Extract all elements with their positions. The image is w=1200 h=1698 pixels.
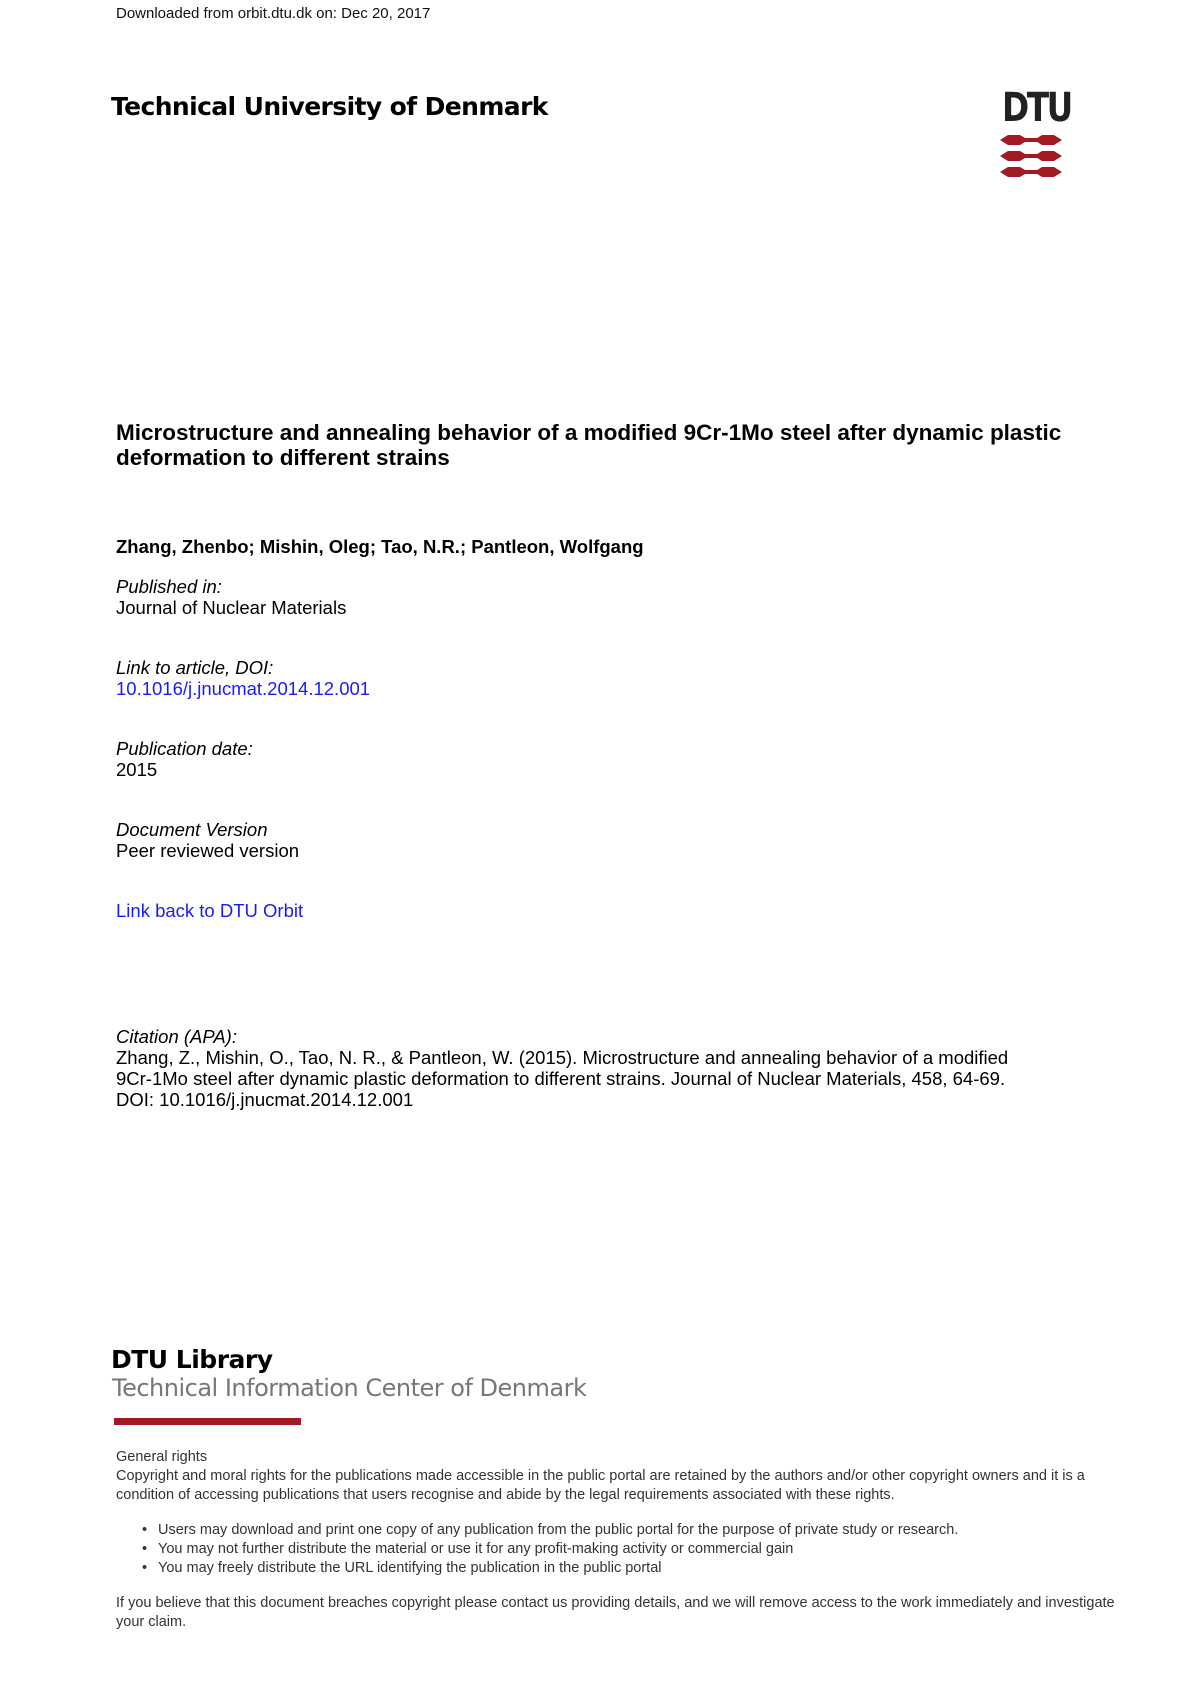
citation-line-3: DOI: 10.1016/j.jnucmat.2014.12.001 bbox=[116, 1089, 414, 1110]
doi-label: Link to article, DOI: bbox=[116, 657, 274, 678]
citation-label: Citation (APA): bbox=[116, 1026, 237, 1047]
doi-link[interactable]: 10.1016/j.jnucmat.2014.12.001 bbox=[116, 678, 371, 699]
download-notice: Downloaded from orbit.dtu.dk on: Dec 20, 2017 bbox=[116, 5, 431, 22]
rights-list bbox=[116, 1521, 1146, 1578]
publication-date-value: 2015 bbox=[116, 759, 158, 780]
document-version-value: Peer reviewed version bbox=[116, 840, 300, 861]
library-title: DTU Library bbox=[111, 1345, 273, 1374]
library-subtitle: Technical Information Center of Denmark bbox=[112, 1374, 587, 1402]
doi-field bbox=[116, 657, 370, 699]
general-rights bbox=[116, 1448, 1146, 1632]
document-version-label: Document Version bbox=[116, 819, 268, 840]
published-in bbox=[116, 576, 346, 618]
published-in-value: Journal of Nuclear Materials bbox=[116, 597, 347, 618]
publication-date bbox=[116, 738, 253, 780]
published-in-label: Published in: bbox=[116, 576, 222, 597]
citation bbox=[116, 1026, 1116, 1110]
general-rights-closing: If you believe that this document breaches copyright please contact us providing details, and we will remove access to the work immediately and investigate your claim. bbox=[116, 1595, 1115, 1630]
authors: Zhang, Zhenbo; Mishin, Oleg; Tao, N.R.; Pantleon, Wolfgang bbox=[116, 536, 644, 557]
document-title: Microstructure and annealing behavior of a modified 9Cr-1Mo steel after dynamic plastic deformation to different strains bbox=[116, 420, 1062, 470]
accent-divider bbox=[114, 1418, 301, 1425]
dtu-logo-text: DTU bbox=[1002, 85, 1071, 131]
document-version bbox=[116, 819, 299, 861]
citation-line-1: Zhang, Z., Mishin, O., Tao, N. R., & Pantleon, W. (2015). Microstructure and annealing behavior of a modified bbox=[116, 1047, 1009, 1068]
list-item: • You may freely distribute the URL identifying the publication in the public portal bbox=[158, 1559, 1146, 1578]
publication-date-label: Publication date: bbox=[116, 738, 253, 759]
university-name: Technical University of Denmark bbox=[111, 92, 548, 121]
orbit-link[interactable]: Link back to DTU Orbit bbox=[116, 900, 304, 921]
citation-line-2: 9Cr-1Mo steel after dynamic plastic deformation to different strains. Journal of Nuclear Materials, 458, 64-69. bbox=[116, 1068, 1006, 1089]
general-rights-heading: General rights bbox=[116, 1449, 208, 1465]
dtu-logo-emblem-icon bbox=[1000, 132, 1070, 182]
list-item: • Users may download and print one copy of any publication from the public portal for the purpose of private study or research. bbox=[158, 1521, 1146, 1540]
general-rights-intro: Copyright and moral rights for the publications made accessible in the public portal are retained by the authors and/or other copyright owners and it is a condition of accessing publications that users recognise and abide by the legal requirements associated with these rights. bbox=[116, 1468, 1085, 1503]
list-item: • You may not further distribute the material or use it for any profit-making activity or commercial gain bbox=[158, 1540, 1146, 1559]
dtu-logo bbox=[1000, 85, 1072, 184]
